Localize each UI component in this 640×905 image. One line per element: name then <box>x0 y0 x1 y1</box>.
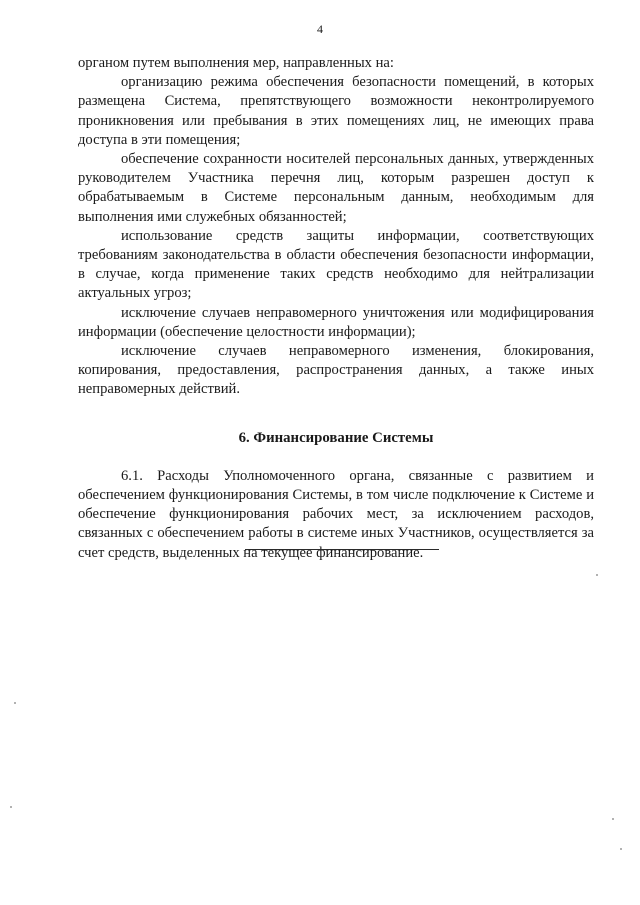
paragraph-intro: органом путем выполнения мер, направленных на: <box>78 55 394 71</box>
scan-speck <box>10 806 12 808</box>
paragraph-premises-security: организацию режима обеспечения безопасности помещений, в которых размещена Система, препятствующего возможности неконтролируемого проникновения или пребывания в этих помещениях лиц, не имеющих права доступа в эти помещения; <box>78 74 594 148</box>
paragraph-media-safety: обеспечение сохранности носителей персональных данных, утвержденных руководителем Участника перечня лиц, которым разрешен доступ к обрабатываемым в Системе персональным данным, необходимым для выполнения ими служебных обязанностей; <box>78 151 594 225</box>
scan-speck <box>14 702 16 704</box>
paragraph-protection-tools: использование средств защиты информации, соответствующих требованиям законодательства в области обеспечения безопасности информации, в случае, когда применение таких средств необходимо для нейтрализации актуальных угроз; <box>78 227 594 302</box>
paragraph-financing: 6.1. Расходы Уполномоченного органа, связанные с развитием и обеспечением функционирования Системы, в том числе подключение к Системе и обеспечение функционирования рабочих мест, за исключением расходов, связанных с обеспечением работы в системе иных Участников, осуществляется за счет средств, выделенных на текущее финансирование. <box>78 467 594 561</box>
scan-speck <box>596 574 598 576</box>
page-number: 4 <box>317 22 323 36</box>
paragraph-integrity: исключение случаев неправомерного уничтожения или модифицирования информации (обеспечение целостности информации); <box>78 304 594 340</box>
paragraph-unauthorized-actions: исключение случаев неправомерного изменения, блокирования, копирования, предоставления, распространения данных, а также иных неправомерных действий. <box>78 343 594 398</box>
section-heading: 6. Финансирование Системы <box>238 429 434 446</box>
scan-speck <box>612 818 614 820</box>
document-body <box>78 54 594 563</box>
end-separator-line <box>245 549 439 550</box>
scan-speck <box>620 848 622 850</box>
